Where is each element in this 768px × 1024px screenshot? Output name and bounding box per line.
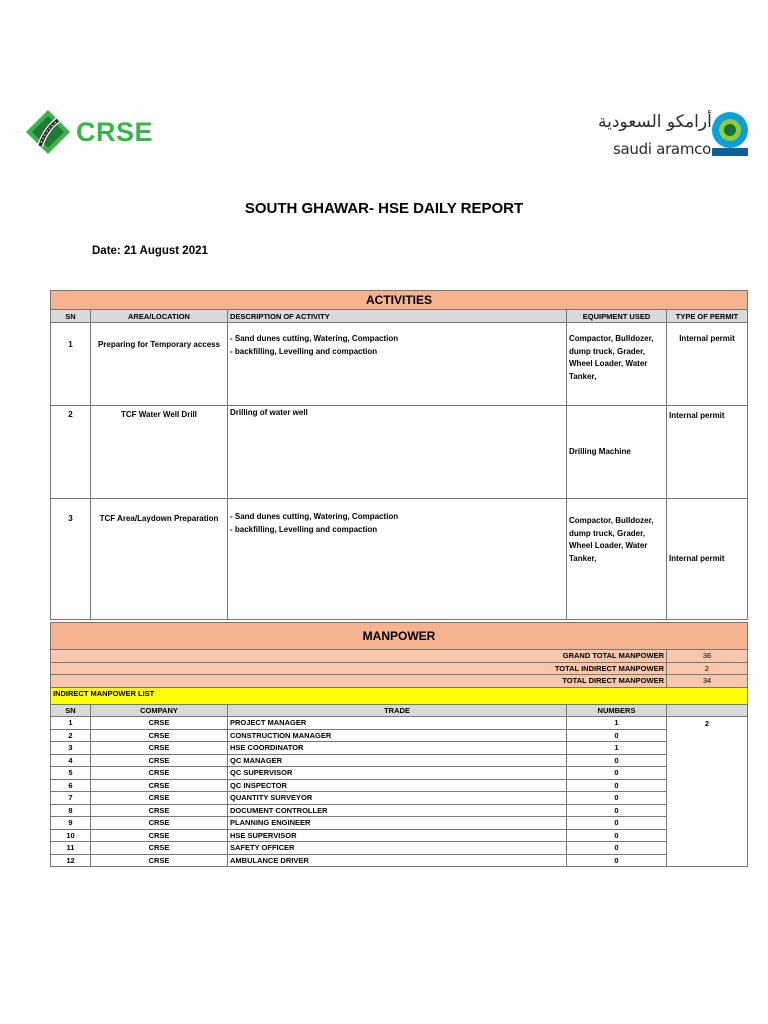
total-label: TOTAL DIRECT MANPOWER bbox=[51, 675, 667, 688]
activity-description bbox=[228, 499, 567, 620]
row-sn: 6 bbox=[51, 779, 91, 792]
activity-row bbox=[51, 406, 748, 499]
row-numbers: 0 bbox=[567, 829, 667, 842]
road-emblem-icon bbox=[26, 110, 70, 154]
row-sn: 2 bbox=[51, 729, 91, 742]
activity-row bbox=[51, 323, 748, 406]
row-numbers: 0 bbox=[567, 779, 667, 792]
col-header-equipment: EQUIPMENT USED bbox=[567, 310, 667, 323]
row-trade: PLANNING ENGINEER bbox=[228, 817, 567, 830]
total-value: 34 bbox=[667, 675, 748, 688]
row-sn: 12 bbox=[51, 854, 91, 867]
total-value: 2 bbox=[667, 662, 748, 675]
col-header-permit: TYPE OF PERMIT bbox=[667, 310, 748, 323]
row-numbers: 1 bbox=[567, 717, 667, 730]
activity-area: TCF Water Well Drill bbox=[91, 406, 228, 499]
crse-logo bbox=[22, 106, 172, 162]
row-trade: HSE SUPERVISOR bbox=[228, 829, 567, 842]
table-row bbox=[51, 854, 748, 867]
table-row bbox=[51, 742, 748, 755]
row-company: CRSE bbox=[91, 767, 228, 780]
row-numbers: 0 bbox=[567, 842, 667, 855]
row-sn: 10 bbox=[51, 829, 91, 842]
row-company: CRSE bbox=[91, 842, 228, 855]
row-sn: 5 bbox=[51, 767, 91, 780]
activities-header-row bbox=[51, 310, 748, 323]
row-trade: QC SUPERVISOR bbox=[228, 767, 567, 780]
col-header-company: COMPANY bbox=[91, 704, 228, 717]
row-company: CRSE bbox=[91, 754, 228, 767]
table-row bbox=[51, 829, 748, 842]
table-row bbox=[51, 792, 748, 805]
manpower-section-title: MANPOWER bbox=[51, 623, 748, 650]
activity-description-line: - Sand dunes cutting, Watering, Compaction bbox=[230, 334, 399, 343]
row-numbers: 0 bbox=[567, 854, 667, 867]
row-numbers: 0 bbox=[567, 767, 667, 780]
table-row bbox=[51, 842, 748, 855]
table-row bbox=[51, 779, 748, 792]
row-numbers: 0 bbox=[567, 754, 667, 767]
row-trade: QUANTITY SURVEYOR bbox=[228, 792, 567, 805]
row-numbers: 1 bbox=[567, 742, 667, 755]
group-total: 2 bbox=[667, 717, 748, 867]
aramco-arabic-text: أرامكو السعودية bbox=[598, 112, 712, 132]
row-sn: 3 bbox=[51, 742, 91, 755]
crse-logo-text: CRSE bbox=[76, 117, 154, 147]
row-company: CRSE bbox=[91, 804, 228, 817]
activity-permit: Internal permit bbox=[667, 406, 748, 499]
col-header-sn: SN bbox=[51, 310, 91, 323]
activity-sn: 1 bbox=[51, 323, 91, 406]
activity-description-line: Drilling of water well bbox=[230, 408, 308, 417]
activity-description bbox=[228, 406, 567, 499]
row-sn: 7 bbox=[51, 792, 91, 805]
row-numbers: 0 bbox=[567, 729, 667, 742]
manpower-table bbox=[50, 622, 748, 867]
row-numbers: 0 bbox=[567, 792, 667, 805]
row-trade: DOCUMENT CONTROLLER bbox=[228, 804, 567, 817]
col-header-area: AREA/LOCATION bbox=[91, 310, 228, 323]
row-sn: 8 bbox=[51, 804, 91, 817]
row-trade: HSE COORDINATOR bbox=[228, 742, 567, 755]
table-row bbox=[51, 717, 748, 730]
row-trade: QC INSPECTOR bbox=[228, 779, 567, 792]
total-label: GRAND TOTAL MANPOWER bbox=[51, 650, 667, 663]
row-trade: AMBULANCE DRIVER bbox=[228, 854, 567, 867]
row-company: CRSE bbox=[91, 854, 228, 867]
total-row bbox=[51, 675, 748, 688]
row-trade: QC MANAGER bbox=[228, 754, 567, 767]
report-title: SOUTH GHAWAR- HSE DAILY REPORT bbox=[244, 200, 524, 217]
row-company: CRSE bbox=[91, 829, 228, 842]
activity-description-line: - backfilling, Levelling and compaction bbox=[230, 524, 378, 534]
row-sn: 4 bbox=[51, 754, 91, 767]
table-row bbox=[51, 817, 748, 830]
row-company: CRSE bbox=[91, 729, 228, 742]
row-trade: SAFETY OFFICER bbox=[228, 842, 567, 855]
activity-row bbox=[51, 499, 748, 620]
table-row bbox=[51, 804, 748, 817]
indirect-list-title: INDIRECT MANPOWER LIST bbox=[51, 687, 748, 704]
aramco-star-icon bbox=[706, 104, 750, 160]
col-header-numbers: NUMBERS bbox=[567, 704, 667, 717]
activity-description-line: - backfilling, Levelling and compaction bbox=[230, 346, 378, 356]
activity-equipment: Drilling Machine bbox=[567, 406, 667, 499]
row-numbers: 0 bbox=[567, 817, 667, 830]
report-date: Date: 21 August 2021 bbox=[92, 245, 208, 257]
row-sn: 1 bbox=[51, 717, 91, 730]
row-company: CRSE bbox=[91, 717, 228, 730]
table-row bbox=[51, 754, 748, 767]
total-row bbox=[51, 650, 748, 663]
activity-description bbox=[228, 323, 567, 406]
row-company: CRSE bbox=[91, 742, 228, 755]
activity-equipment: Compactor, Bulldozer, dump truck, Grader, Wheel Loader, Water Tanker, bbox=[567, 323, 667, 406]
table-row bbox=[51, 729, 748, 742]
activities-section-title: ACTIVITIES bbox=[51, 291, 748, 310]
activities-table bbox=[50, 290, 748, 620]
row-sn: 9 bbox=[51, 817, 91, 830]
activity-equipment: Compactor, Bulldozer, dump truck, Grader, Wheel Loader, Water Tanker, bbox=[567, 499, 667, 620]
activity-sn: 2 bbox=[51, 406, 91, 499]
manpower-header-row bbox=[51, 704, 748, 717]
col-header-description: DESCRIPTION OF ACTIVITY bbox=[228, 310, 567, 323]
aramco-english-text: saudi aramco bbox=[613, 140, 711, 158]
activity-description-line: - Sand dunes cutting, Watering, Compaction bbox=[230, 512, 399, 521]
table-row bbox=[51, 767, 748, 780]
col-header-trade: TRADE bbox=[228, 704, 567, 717]
activity-area: Preparing for Temporary access bbox=[91, 323, 228, 406]
col-header-total bbox=[667, 704, 748, 717]
row-trade: PROJECT MANAGER bbox=[228, 717, 567, 730]
row-trade: CONSTRUCTION MANAGER bbox=[228, 729, 567, 742]
activity-sn: 3 bbox=[51, 499, 91, 620]
row-numbers: 0 bbox=[567, 804, 667, 817]
total-value: 36 bbox=[667, 650, 748, 663]
total-label: TOTAL INDIRECT MANPOWER bbox=[51, 662, 667, 675]
row-company: CRSE bbox=[91, 817, 228, 830]
row-sn: 11 bbox=[51, 842, 91, 855]
row-company: CRSE bbox=[91, 779, 228, 792]
total-row bbox=[51, 662, 748, 675]
col-header-sn: SN bbox=[51, 704, 91, 717]
activity-permit: Internal permit bbox=[667, 323, 748, 406]
row-company: CRSE bbox=[91, 792, 228, 805]
activity-permit: Internal permit bbox=[667, 499, 748, 620]
activity-area: TCF Area/Laydown Preparation bbox=[91, 499, 228, 620]
aramco-logo bbox=[598, 104, 750, 164]
